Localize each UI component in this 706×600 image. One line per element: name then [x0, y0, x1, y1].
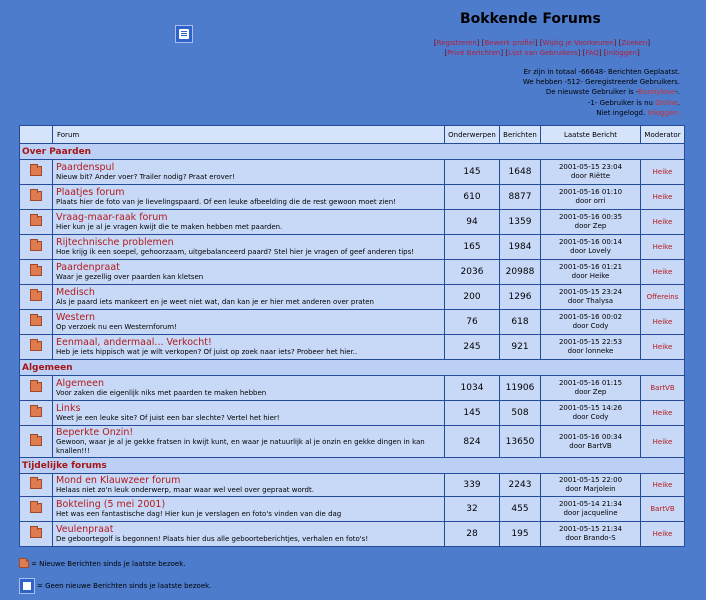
last-post: [541, 310, 641, 335]
topic-count: 339: [445, 474, 500, 497]
post-count: 1648: [500, 160, 541, 185]
post-count: 2243: [500, 474, 541, 497]
topic-count: 824: [445, 426, 500, 458]
forum-row: [20, 426, 685, 458]
folder-cell: [20, 522, 53, 547]
forum-name-link[interactable]: Rijtechnische problemen: [56, 237, 174, 248]
top-navigation: [Registreren] [Bewerk profiel] [Wijzig je Voorkeuren] [Zoeken] [Privé Berichten] [Lijst van Gebruikers] [FAQ] [Inloggen]: [433, 39, 651, 57]
folder-icon: [30, 479, 42, 489]
forum-row: [20, 260, 685, 285]
folder-cell: [20, 235, 53, 260]
board-statistics: [480, 67, 680, 118]
forum-info: [53, 160, 445, 185]
forum-row: [20, 285, 685, 310]
forum-description: Heb je iets hippisch wat je wilt verkopen? Of juist op zoek naar iets? Probeer het hier..: [56, 348, 358, 356]
moderator-link[interactable]: BartVB: [641, 497, 685, 522]
folder-icon: [30, 241, 42, 251]
folder-icon: [30, 503, 42, 513]
forum-info: [53, 401, 445, 426]
forum-row: [20, 210, 685, 235]
moderator-link[interactable]: Heike: [641, 522, 685, 547]
last-post-author: door Lovely: [570, 247, 611, 255]
last-post-date: 2001-05-15 14:26: [558, 404, 623, 412]
topic-count: 200: [445, 285, 500, 310]
last-post-date: 2001-05-15 22:00: [558, 476, 623, 484]
folder-icon: [30, 316, 42, 326]
forum-info: [53, 210, 445, 235]
post-count: 8877: [500, 185, 541, 210]
folder-cell: [20, 310, 53, 335]
forum-description: Waar je gezellig over paarden kan kletsen: [56, 273, 204, 281]
last-post: [541, 160, 641, 185]
moderator-link[interactable]: Heike: [641, 235, 685, 260]
forum-description: Helaas niet zo'n leuk onderwerp, maar waar wel veel over gepraat wordt.: [56, 486, 314, 494]
folder-cell: [20, 474, 53, 497]
forum-description: Weet je een leuke site? Of juist een bar slechte? Vertel het hier!: [56, 414, 280, 422]
forum-name-link[interactable]: Medisch: [56, 287, 95, 298]
online-link[interactable]: Online: [655, 98, 678, 107]
last-post-date: 2001-05-16 00:34: [558, 432, 623, 441]
stats-newest-user: De nieuwste Gebruiker is -Bunnylove-.: [545, 88, 680, 97]
moderator-link[interactable]: Offereins: [641, 285, 685, 310]
moderator-link[interactable]: Heike: [641, 310, 685, 335]
forum-table: [19, 125, 685, 547]
folder-icon: [30, 528, 42, 538]
last-post-author: door Riëtte: [570, 172, 611, 180]
nav-search-link[interactable]: Zoeken: [621, 39, 648, 47]
forum-description: Hier kun je al je vragen kwijt die te maken hebben met paarden.: [56, 223, 283, 231]
nav-edit-profile-link[interactable]: Bewerk profiel: [484, 39, 535, 47]
moderator-link[interactable]: Heike: [641, 426, 685, 458]
folder-cell: [20, 426, 53, 458]
forum-row: [20, 335, 685, 360]
forum-row: [20, 401, 685, 426]
post-count: 1984: [500, 235, 541, 260]
last-post-author: door Zep: [574, 388, 607, 396]
last-post-author: door BartVB: [569, 441, 612, 450]
last-post-date: 2001-05-15 23:04: [558, 163, 623, 171]
last-post-author: door Brando-S: [565, 534, 616, 542]
folder-icon: [30, 407, 42, 417]
last-post-date: 2001-05-15 21:34: [558, 525, 623, 533]
topic-count: 76: [445, 310, 500, 335]
nav-register-link[interactable]: Registreren: [436, 39, 477, 47]
post-count: 1296: [500, 285, 541, 310]
last-post-date: 2001-05-16 01:21: [558, 263, 623, 271]
last-post: [541, 185, 641, 210]
last-post: [541, 235, 641, 260]
forum-info: [53, 426, 445, 458]
header-folder: [20, 126, 53, 144]
last-post-author: door lonneke: [567, 347, 614, 355]
category-row: [20, 360, 685, 376]
header-moderator: Moderator: [641, 126, 685, 144]
post-count: 921: [500, 335, 541, 360]
moderator-link[interactable]: Heike: [641, 185, 685, 210]
forum-description: Gewoon, waar je al je gekke fratsen in kwijt kunt, en waar je natuurlijk al je onzin en gekke dingen in kan knallen!!!: [56, 438, 425, 455]
category-title[interactable]: Algemeen: [20, 360, 685, 376]
last-post: [541, 376, 641, 401]
folder-cell: [20, 260, 53, 285]
folder-cell: [20, 335, 53, 360]
last-post-author: door Thalysa: [567, 297, 614, 305]
forum-row: [20, 185, 685, 210]
forum-info: [53, 235, 445, 260]
forum-logo-icon[interactable]: [175, 25, 193, 43]
topic-count: 165: [445, 235, 500, 260]
forum-description: Voor zaken die eigenlijk niks met paarden te maken hebben: [56, 389, 267, 397]
last-post-date: 2001-05-16 00:35: [558, 213, 623, 221]
last-post: [541, 497, 641, 522]
forum-name-link[interactable]: Paardenspul: [56, 162, 115, 173]
moderator-link[interactable]: Heike: [641, 160, 685, 185]
forum-row: [20, 310, 685, 335]
forum-info: [53, 310, 445, 335]
last-post-date: 2001-05-14 21:34: [558, 500, 623, 508]
nav-faq-link[interactable]: FAQ: [585, 49, 599, 57]
forum-row: [20, 235, 685, 260]
page-title: Bokkende Forums: [460, 11, 601, 27]
last-post-author: door Cody: [572, 413, 609, 421]
last-post-author: door orri: [575, 197, 606, 205]
moderator-link[interactable]: BartVB: [641, 376, 685, 401]
forum-info: [53, 185, 445, 210]
moderator-link[interactable]: Heike: [641, 335, 685, 360]
folder-icon: [30, 436, 42, 446]
moderator-link[interactable]: Heike: [641, 260, 685, 285]
stats-online-users: -1- Gebruiker is nu Online.: [587, 98, 680, 107]
folder-cell: [20, 376, 53, 401]
login-link[interactable]: Inloggen.: [647, 108, 680, 117]
forum-info: [53, 335, 445, 360]
post-count: 11906: [500, 376, 541, 401]
post-count: 618: [500, 310, 541, 335]
topic-count: 245: [445, 335, 500, 360]
folder-cell: [20, 285, 53, 310]
post-count: 455: [500, 497, 541, 522]
topic-count: 2036: [445, 260, 500, 285]
topic-count: 1034: [445, 376, 500, 401]
forum-description: Op verzoek nu een Westernforum!: [56, 323, 177, 331]
nav-preferences-link[interactable]: Wijzig je Voorkeuren: [542, 39, 614, 47]
forum-name-link[interactable]: Mond en Klauwzeer forum: [56, 475, 181, 486]
table-header-row: [20, 126, 685, 144]
forum-name-link[interactable]: Links: [56, 403, 81, 414]
forum-info: [53, 260, 445, 285]
category-title[interactable]: Tijdelijke forums: [20, 458, 685, 474]
forum-row: [20, 160, 685, 185]
last-post-author: door Marjolein: [565, 485, 616, 493]
last-post-author: door Cody: [572, 322, 609, 330]
topic-count: 32: [445, 497, 500, 522]
category-row: [20, 144, 685, 160]
topic-count: 145: [445, 160, 500, 185]
folder-icon: [30, 382, 42, 392]
folder-cell: [20, 160, 53, 185]
forum-description: Nieuw bit? Ander voer? Trailer nodig? Praat erover!: [56, 173, 235, 181]
forum-name-link[interactable]: Eenmaal, andermaal... Verkocht!: [56, 337, 212, 348]
stats-login-status: Niet ingelogd. Inloggen.: [596, 108, 680, 117]
forum-description: De geboortegolf is begonnen! Plaats hier dus alle geboorteberichtjes, verhalen en foto's!: [56, 535, 369, 543]
post-count: 13650: [500, 426, 541, 458]
forum-row: [20, 497, 685, 522]
last-post-date: 2001-05-15 22:53: [558, 338, 623, 346]
forum-name-link[interactable]: Plaatjes forum: [56, 187, 125, 198]
last-post-author: door Heike: [571, 272, 610, 280]
new-posts-folder-icon: [19, 560, 29, 568]
folder-icon: [30, 191, 42, 201]
forum-description: Plaats hier de foto van je lievelingspaard. Of een leuke afbeelding die de rest gewoon moet zien!: [56, 198, 396, 206]
moderator-link[interactable]: Heike: [641, 210, 685, 235]
category-title[interactable]: Over Paarden: [20, 144, 685, 160]
forum-name-link[interactable]: Western: [56, 312, 95, 323]
last-post-date: 2001-05-16 00:02: [558, 313, 623, 321]
folder-icon: [30, 166, 42, 176]
nav-private-messages-link[interactable]: Privé Berichten: [447, 49, 501, 57]
folder-cell: [20, 185, 53, 210]
last-post: [541, 426, 641, 458]
last-post: [541, 210, 641, 235]
forum-info: [53, 285, 445, 310]
forum-description: Het was een fantastische dag! Hier kun je verslagen en foto's vinden van die dag: [56, 510, 342, 518]
moderator-link[interactable]: Heike: [641, 474, 685, 497]
topic-count: 28: [445, 522, 500, 547]
last-post: [541, 522, 641, 547]
folder-icon: [30, 291, 42, 301]
forum-name-link[interactable]: Algemeen: [56, 378, 104, 389]
last-post-date: 2001-05-15 23:24: [558, 288, 623, 296]
last-post-author: door jacqueline: [563, 509, 618, 517]
forum-name-link[interactable]: Bokteling (5 mei 2001): [56, 499, 166, 510]
newest-user-link[interactable]: Bunnylove: [638, 88, 676, 97]
topic-count: 610: [445, 185, 500, 210]
last-post: [541, 401, 641, 426]
last-post-date: 2001-05-16 00:14: [558, 238, 623, 246]
header-topics: Onderwerpen: [445, 126, 500, 144]
forum-description: Hoe krijg ik een soepel, gehoorzaam, uitgebalanceerd paard? Stel hier je vragen of geef anderen tips!: [56, 248, 415, 256]
forum-row: [20, 376, 685, 401]
forum-row: [20, 474, 685, 497]
folder-icon: [30, 216, 42, 226]
post-count: 508: [500, 401, 541, 426]
header-last-post: Laatste Bericht: [541, 126, 641, 144]
last-post: [541, 260, 641, 285]
folder-cell: [20, 401, 53, 426]
legend-new: = Nieuwe Berichten sinds je laatste bezoek.: [19, 560, 186, 568]
no-new-posts-icon: [19, 578, 35, 594]
moderator-link[interactable]: Heike: [641, 401, 685, 426]
stats-total-posts: Er zijn in totaal -66648- Berichten Geplaatst.: [523, 68, 680, 76]
nav-user-list-link[interactable]: Lijst van Gebruikers: [508, 49, 578, 57]
last-post: [541, 285, 641, 310]
post-count: 20988: [500, 260, 541, 285]
last-post-date: 2001-05-16 01:10: [558, 188, 623, 196]
folder-icon: [30, 341, 42, 351]
folder-icon: [30, 266, 42, 276]
forum-info: [53, 497, 445, 522]
forum-name-link[interactable]: Veulenpraat: [56, 524, 114, 535]
legend-none: = Geen nieuwe Berichten sinds je laatste bezoek.: [19, 578, 211, 594]
forum-name-link[interactable]: Beperkte Onzin!: [56, 427, 134, 438]
forum-description: Als je paard iets mankeert en je weet niet wat, dan kan je er hier met anderen over praten: [56, 298, 374, 306]
stats-registered-users: We hebben -512- Geregistreerde Gebruikers.: [522, 78, 680, 87]
folder-cell: [20, 210, 53, 235]
forum-name-link[interactable]: Vraag-maar-raak forum: [56, 212, 168, 223]
topic-count: 145: [445, 401, 500, 426]
folder-cell: [20, 497, 53, 522]
category-row: [20, 458, 685, 474]
last-post-author: door Zep: [574, 222, 607, 230]
forum-info: [53, 474, 445, 497]
forum-name-link[interactable]: Paardenpraat: [56, 262, 120, 273]
nav-login-link[interactable]: Inloggen: [606, 49, 637, 57]
topic-count: 94: [445, 210, 500, 235]
forum-row: [20, 522, 685, 547]
forum-info: [53, 522, 445, 547]
header-posts: Berichten: [500, 126, 541, 144]
last-post: [541, 474, 641, 497]
last-post: [541, 335, 641, 360]
post-count: 195: [500, 522, 541, 547]
post-count: 1359: [500, 210, 541, 235]
last-post-date: 2001-05-16 01:15: [558, 379, 623, 387]
header-forum: Forum: [53, 126, 445, 144]
forum-info: [53, 376, 445, 401]
